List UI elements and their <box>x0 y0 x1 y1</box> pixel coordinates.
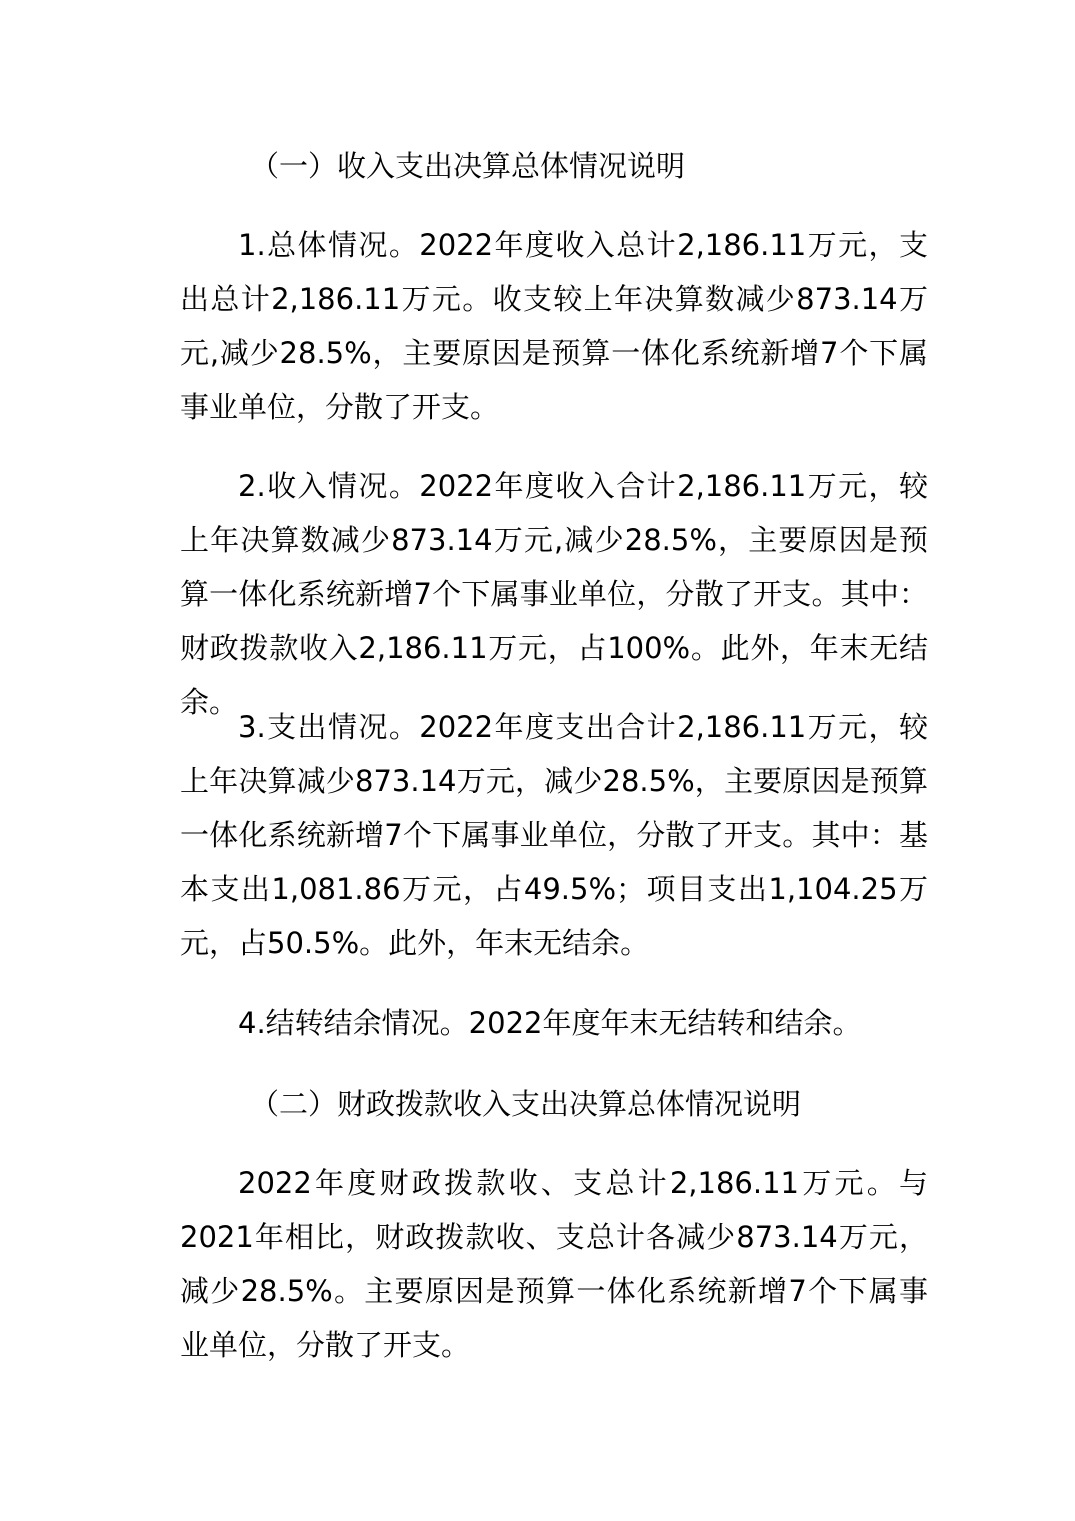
paragraph-carryover-balance: 4.结转结余情况。2022年度年末无结转和结余。 <box>238 1006 862 1040</box>
section-heading-fiscal-appropriation-overview: （二）财政拨款收入支出决算总体情况说明 <box>250 1087 802 1121</box>
paragraph-income-situation: 2.收入情况。2022年度收入合计2,186.11万元，较上年决算数减少873.14万元,减少28.5%，主要原因是预算一体化系统新增7个下属事业单位，分散了开支。其中：财政拨款收入2,186.11万元，占100%。此外，年末无结余。 <box>180 469 928 719</box>
paragraph-fiscal-appropriation: 2022年度财政拨款收、支总计2,186.11万元。与2021年相比，财政拨款收、支总计各减少873.14万元，减少28.5%。主要原因是预算一体化系统新增7个下属事业单位，分散了开支。 <box>180 1166 928 1362</box>
section-heading-income-expenditure-overview: （一）收入支出决算总体情况说明 <box>250 149 686 183</box>
paragraph-expenditure-situation: 3.支出情况。2022年度支出合计2,186.11万元，较上年决算减少873.14万元，减少28.5%，主要原因是预算一体化系统新增7个下属事业单位，分散了开支。其中：基本支出1,081.86万元，占49.5%；项目支出1,104.25万元，占50.5%。此外，年末无结余。 <box>180 710 928 960</box>
paragraph-overall-situation: 1.总体情况。2022年度收入总计2,186.11万元，支出总计2,186.11万元。收支较上年决算数减少873.14万元,减少28.5%，主要原因是预算一体化系统新增7个下属事业单位，分散了开支。 <box>180 228 928 424</box>
